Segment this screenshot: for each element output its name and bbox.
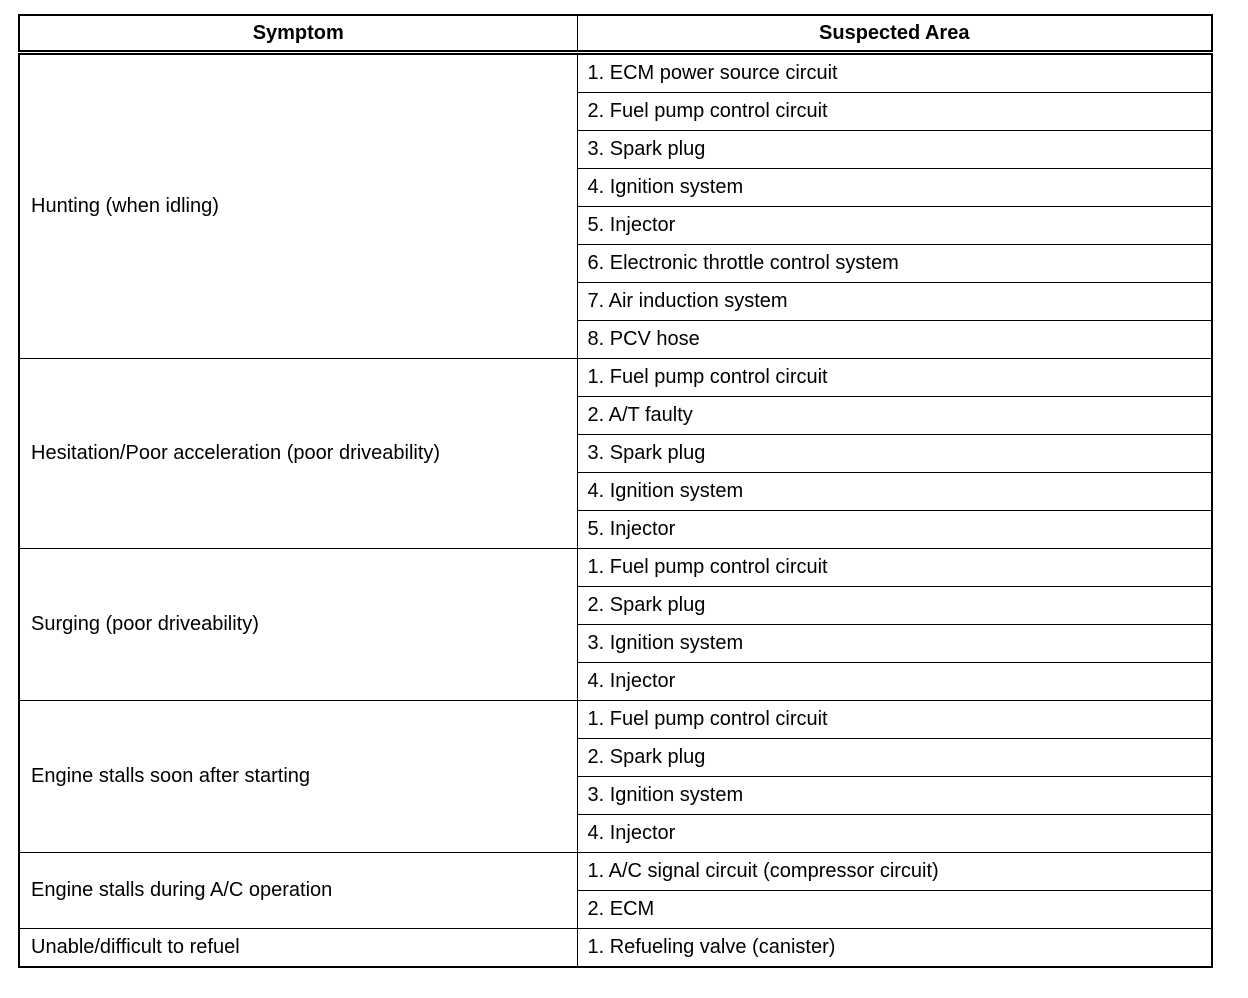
suspected-area-cell: 4. Injector bbox=[577, 663, 1212, 701]
header-suspected-area: Suspected Area bbox=[577, 15, 1212, 53]
suspected-area-cell: 7. Air induction system bbox=[577, 283, 1212, 321]
suspected-area-cell: 2. Fuel pump control circuit bbox=[577, 93, 1212, 131]
suspected-area-cell: 1. Refueling valve (canister) bbox=[577, 929, 1212, 968]
header-row bbox=[19, 15, 1212, 53]
suspected-area-cell: 2. Spark plug bbox=[577, 587, 1212, 625]
suspected-area-cell: 1. A/C signal circuit (compressor circuit) bbox=[577, 853, 1212, 891]
symptom-cell: Unable/difficult to refuel bbox=[19, 929, 577, 968]
table-row bbox=[19, 359, 1212, 397]
suspected-area-cell: 4. Ignition system bbox=[577, 169, 1212, 207]
suspected-area-cell: 2. ECM bbox=[577, 891, 1212, 929]
symptom-cell: Surging (poor driveability) bbox=[19, 549, 577, 701]
symptom-cell: Hesitation/Poor acceleration (poor driveability) bbox=[19, 359, 577, 549]
suspected-area-cell: 4. Injector bbox=[577, 815, 1212, 853]
suspected-area-cell: 3. Ignition system bbox=[577, 625, 1212, 663]
symptom-table bbox=[18, 14, 1213, 968]
table-body bbox=[19, 53, 1212, 968]
table-row bbox=[19, 53, 1212, 93]
suspected-area-cell: 3. Ignition system bbox=[577, 777, 1212, 815]
suspected-area-cell: 5. Injector bbox=[577, 511, 1212, 549]
suspected-area-cell: 8. PCV hose bbox=[577, 321, 1212, 359]
suspected-area-cell: 2. Spark plug bbox=[577, 739, 1212, 777]
header-symptom: Symptom bbox=[19, 15, 577, 53]
suspected-area-cell: 3. Spark plug bbox=[577, 435, 1212, 473]
suspected-area-cell: 1. ECM power source circuit bbox=[577, 53, 1212, 93]
suspected-area-cell: 6. Electronic throttle control system bbox=[577, 245, 1212, 283]
suspected-area-cell: 4. Ignition system bbox=[577, 473, 1212, 511]
suspected-area-cell: 3. Spark plug bbox=[577, 131, 1212, 169]
suspected-area-cell: 2. A/T faulty bbox=[577, 397, 1212, 435]
suspected-area-cell: 1. Fuel pump control circuit bbox=[577, 359, 1212, 397]
symptom-cell: Engine stalls soon after starting bbox=[19, 701, 577, 853]
symptom-cell: Hunting (when idling) bbox=[19, 53, 577, 359]
symptom-cell: Engine stalls during A/C operation bbox=[19, 853, 577, 929]
suspected-area-cell: 1. Fuel pump control circuit bbox=[577, 549, 1212, 587]
table-row bbox=[19, 853, 1212, 891]
table-row bbox=[19, 929, 1212, 968]
suspected-area-cell: 1. Fuel pump control circuit bbox=[577, 701, 1212, 739]
suspected-area-cell: 5. Injector bbox=[577, 207, 1212, 245]
table-row bbox=[19, 549, 1212, 587]
table-row bbox=[19, 701, 1212, 739]
